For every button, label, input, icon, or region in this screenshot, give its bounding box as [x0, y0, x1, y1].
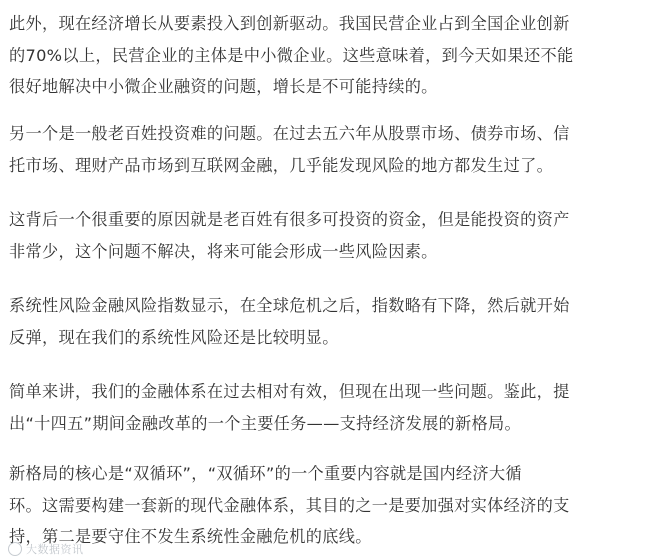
paragraph-6: [9, 458, 570, 553]
paragraph-line: 新格局的核心是“双循环”，“双循环”的一个重要内容就是国内经济大循: [9, 464, 522, 483]
paragraph-line: 持，第二是要守住不发生系统性金融危机的底线。: [9, 527, 372, 546]
paragraph-line: 环。这需要构建一套新的现代金融体系，其目的之一是要加强对实体经济的支: [9, 495, 570, 515]
paragraph-line: 的70%以上，民营企业的主体是中小微企业。这些意味着，到今天如果还不能: [9, 45, 574, 65]
paragraph-line: 很好地解决中小微企业融资的问题，增长是不可能持续的。: [9, 77, 438, 96]
paragraph-line: 托市场、理财产品市场到互联网金融，几乎能发现风险的地方都发生过了。: [9, 155, 554, 175]
logo-icon: [8, 542, 22, 556]
paragraph-line: 另一个是一般老百姓投资难的问题。在过去五六年从股票市场、债券市场、信: [9, 124, 570, 143]
paragraph-line: 简单来讲，我们的金融体系在过去相对有效，但现在出现一些问题。鉴此，提: [9, 382, 570, 401]
paragraph-line: 此外，现在经济增长从要素投入到创新驱动。我国民营企业占到全国企业创新: [9, 14, 570, 33]
paragraph-line: 出“十四五”期间金融改革的一个主要任务——支持经济发展的新格局。: [9, 413, 521, 433]
paragraph-1: [9, 8, 573, 103]
paragraph-line: 这背后一个很重要的原因就是老百姓有很多可投资的资金，但是能投资的资产: [9, 210, 570, 229]
paragraph-2: [9, 118, 570, 181]
watermark: [8, 540, 84, 557]
paragraph-line: 系统性风险金融风险指数显示，在全球危机之后，指数略有下降，然后就开始: [9, 296, 570, 315]
watermark-text: 大数据资讯: [26, 542, 84, 556]
paragraph-4: [9, 290, 570, 353]
paragraph-line: 反弹，现在我们的系统性风险还是比较明显。: [9, 327, 339, 347]
paragraph-3: [9, 204, 570, 267]
paragraph-5: [9, 376, 570, 439]
paragraph-line: 非常少，这个问题不解决，将来可能会形成一些风险因素。: [9, 241, 438, 261]
